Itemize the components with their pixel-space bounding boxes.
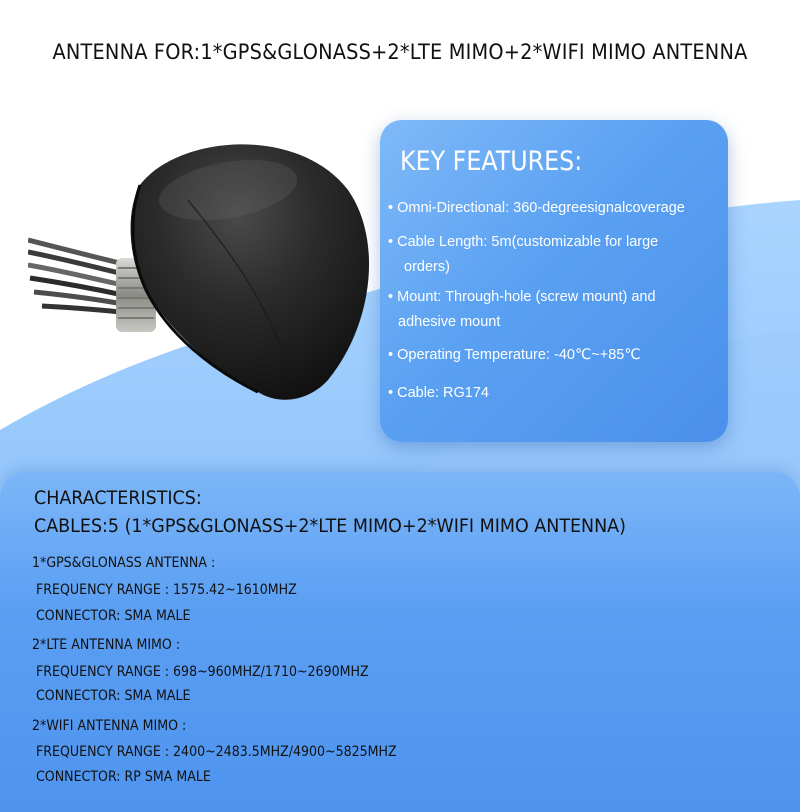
gps-connector: CONNECTOR: SMA MALE bbox=[36, 608, 191, 624]
feature-item bbox=[388, 343, 718, 368]
key-features-heading: KEY FEATURES: bbox=[400, 146, 583, 177]
characteristics-heading: CHARACTERISTICS: bbox=[34, 487, 202, 509]
lte-connector: CONNECTOR: SMA MALE bbox=[36, 688, 191, 704]
bullet: • bbox=[388, 200, 394, 216]
feature-item bbox=[388, 381, 718, 406]
key-features-card bbox=[380, 120, 728, 442]
gps-antenna-title: 1*GPS&GLONASS ANTENNA : bbox=[32, 555, 216, 571]
wifi-connector: CONNECTOR: RP SMA MALE bbox=[36, 769, 211, 785]
page-title: ANTENNA FOR:1*GPS&GLONASS+2*LTE MIMO+2*WIFI MIMO ANTENNA bbox=[52, 40, 748, 64]
bullet: • bbox=[388, 289, 394, 305]
feature-text: Cable: RG174 bbox=[397, 385, 489, 401]
bullet: • bbox=[388, 385, 394, 401]
cables-line: CABLES:5 (1*GPS&GLONASS+2*LTE MIMO+2*WIFI MIMO ANTENNA) bbox=[34, 515, 626, 537]
dome-antenna-icon bbox=[28, 130, 388, 420]
characteristics-card bbox=[0, 472, 800, 812]
wifi-frequency: FREQUENCY RANGE : 2400~2483.5MHZ/4900~5825MHZ bbox=[36, 744, 397, 760]
bullet: • bbox=[388, 347, 394, 363]
feature-text: Operating Temperature: -40℃~+85℃ bbox=[397, 347, 641, 363]
bullet: • bbox=[388, 234, 394, 250]
lte-frequency: FREQUENCY RANGE : 698~960MHZ/1710~2690MHZ bbox=[36, 664, 369, 680]
feature-item bbox=[388, 196, 718, 221]
lte-antenna-title: 2*LTE ANTENNA MIMO : bbox=[32, 637, 181, 653]
feature-text: Mount: Through-hole (screw mount) and bbox=[397, 289, 656, 305]
feature-text: Omni-Directional: 360-degreesignalcoverage bbox=[397, 200, 685, 216]
feature-text: Cable Length: 5m(customizable for large bbox=[397, 234, 659, 250]
feature-item bbox=[388, 285, 718, 335]
wifi-antenna-title: 2*WIFI ANTENNA MIMO : bbox=[32, 718, 187, 734]
feature-item bbox=[388, 230, 718, 280]
feature-text-continued: adhesive mount bbox=[398, 314, 501, 330]
gps-frequency: FREQUENCY RANGE : 1575.42~1610MHZ bbox=[36, 582, 297, 598]
feature-text-continued: orders) bbox=[404, 259, 450, 275]
